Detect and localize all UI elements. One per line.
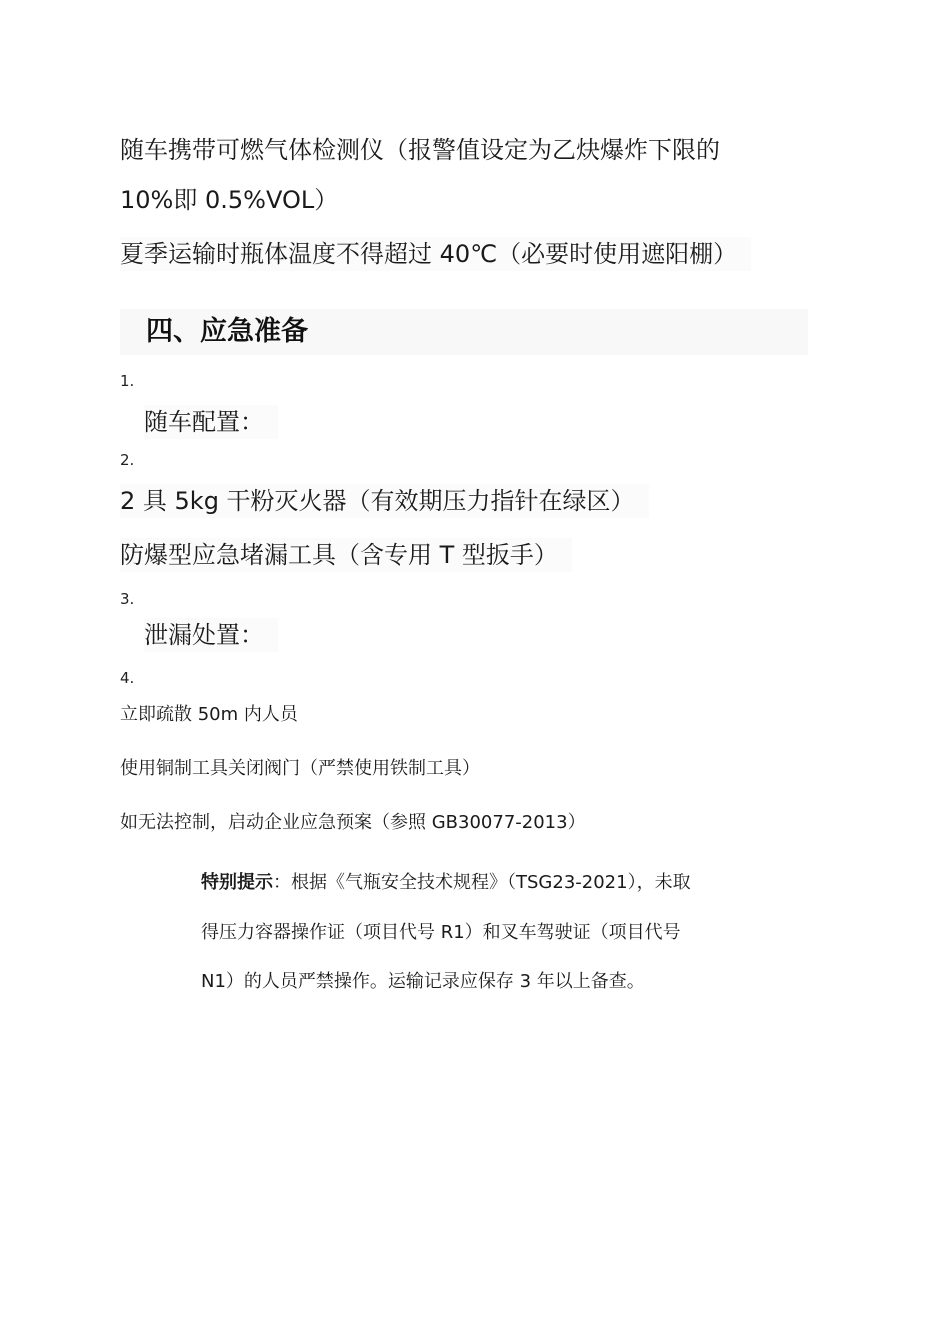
vehicle-equipment-label: 随车配置： bbox=[144, 405, 278, 439]
transport-requirement-line-1: 随车携带可燃气体检测仪（报警值设定为乙炔爆炸下限的 bbox=[120, 136, 720, 164]
special-note-label: 特别提示 bbox=[201, 872, 273, 893]
special-note-line-2: 得压力容器操作证（项目代号 R1）和叉车驾驶证（项目代号 bbox=[201, 922, 681, 943]
transport-requirement-line-2: 10%即 0.5%VOL） bbox=[120, 186, 339, 214]
leak-handling-label: 泄漏处置： bbox=[144, 618, 278, 652]
transport-requirement-line-3: 夏季运输时瓶体温度不得超过 40℃（必要时使用遮阳棚） bbox=[120, 237, 751, 271]
extinguisher-item: 2 具 5kg 干粉灭火器（有效期压力指针在绿区） bbox=[120, 484, 649, 518]
list-number-2: 2. bbox=[120, 451, 135, 469]
leak-step-evacuate: 立即疏散 50m 内人员 bbox=[120, 704, 298, 725]
special-note-text-1: ：根据《气瓶安全技术规程》（TSG23-2021），未取 bbox=[273, 872, 691, 893]
section-heading bbox=[120, 309, 808, 355]
special-note-line-1 bbox=[201, 870, 691, 896]
list-number-1: 1. bbox=[120, 372, 135, 390]
leak-step-close-valve: 使用铜制工具关闭阀门（严禁使用铁制工具） bbox=[120, 758, 480, 779]
list-number-4: 4. bbox=[120, 669, 135, 687]
special-note-line-3: N1）的人员严禁操作。运输记录应保存 3 年以上备查。 bbox=[201, 971, 645, 992]
leak-tool-item: 防爆型应急堵漏工具（含专用 T 型扳手） bbox=[120, 538, 572, 572]
leak-step-emergency-plan: 如无法控制，启动企业应急预案（参照 GB30077-2013） bbox=[120, 812, 586, 833]
list-number-3: 3. bbox=[120, 590, 135, 608]
section-title: 四、应急准备 bbox=[146, 316, 308, 347]
